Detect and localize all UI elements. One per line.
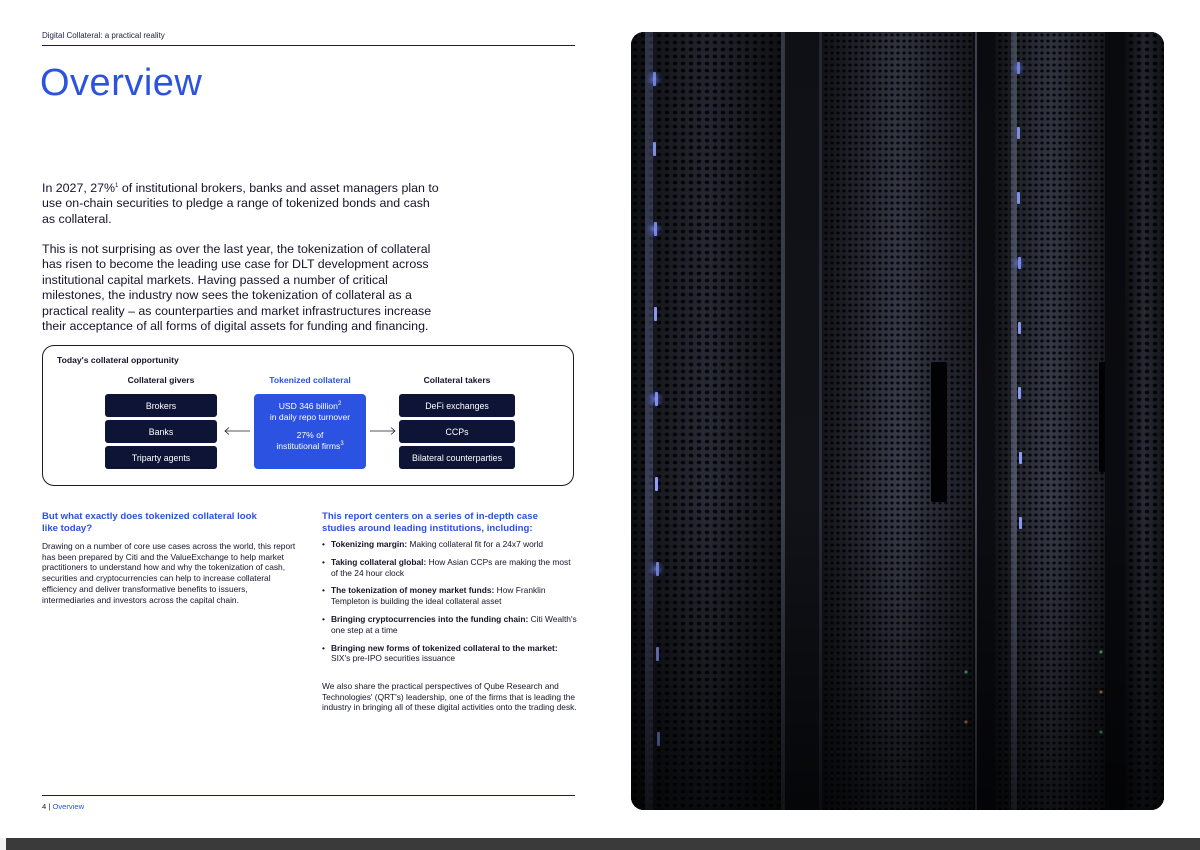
firms-label: institutional firms [276, 441, 341, 451]
giver-banks: Banks [105, 420, 217, 443]
intro-paragraph-1 [42, 181, 442, 227]
server-rack-photo [631, 32, 1164, 810]
intro-rest: of institutional brokers, banks and asset managers plan to use on-chain securities to pledge a range of tokenized bonds and cash as collateral. [42, 181, 439, 226]
footer-rule [42, 795, 575, 796]
giver-brokers: Brokers [105, 394, 217, 417]
question-heading: But what exactly does tokenized collateral look like today? [42, 511, 257, 534]
list-item: • Taking collateral global: How Asian CCPs are making the most of the 24 hour clock [322, 556, 571, 578]
takers-heading: Collateral takers [423, 375, 491, 385]
tokenized-collateral-box [254, 394, 366, 469]
footnote-ref-1: 1 [115, 182, 119, 189]
collateral-opportunity-diagram [42, 345, 574, 486]
list-item: • Tokenizing margin: Making collateral fit for a 24x7 world [322, 539, 544, 549]
repo-value: USD 346 billion [278, 401, 338, 411]
arrow-left-icon [223, 426, 251, 436]
intro-lead: In 2027, 27% [42, 181, 116, 195]
bullet-icon: • [322, 539, 325, 549]
arrow-right-icon [369, 426, 397, 436]
list-item: • Bringing cryptocurrencies into the funding chain: Citi Wealth's one step at a time [322, 613, 577, 635]
taker-ccps: CCPs [399, 420, 515, 443]
page-number: 4 [42, 802, 47, 811]
intro-paragraph-2: This is not surprising as over the last year, the tokenization of collateral has risen to become the leading use case for DLT development across institutional capital markets. Having passed a number of critical milestones, the industry now sees the tokenization of collateral as a practical reality – as counterparties and market infrastructures increase their acceptance of all forms of digital assets for funding and financing. [42, 242, 432, 334]
taker-bilateral-counterparties: Bilateral counterparties [399, 446, 515, 469]
running-head: Digital Collateral: a practical reality [42, 31, 165, 40]
bullet-icon: • [322, 613, 325, 624]
bullet-icon: • [322, 642, 325, 653]
page-title: Overview [40, 62, 203, 104]
viewer-bottom-bar [0, 838, 1200, 850]
taker-defi-exchanges: DeFi exchanges [399, 394, 515, 417]
bullet-icon: • [322, 585, 325, 596]
giver-triparty-agents: Triparty agents [105, 446, 217, 469]
report-heading: This report centers on a series of in-depth case studies around leading institutions, including: [322, 511, 538, 534]
firms-share: 27% of [296, 430, 324, 440]
header-rule [42, 45, 575, 46]
footnote-ref-2: 2 [337, 401, 342, 408]
givers-heading: Collateral givers [127, 375, 195, 385]
bullet-icon: • [322, 556, 325, 567]
tokenized-heading: Tokenized collateral [269, 375, 351, 385]
question-body: Drawing on a number of core use cases across the world, this report has been prepared by Citi and the ValueExchange to help market practitioners to understand how and why the tokenization of cash, securities and cryptocurrencies can help to increase collateral efficiency and deliver transformative benefits to issuers, intermediaries and investors across the capital chain. [42, 541, 296, 605]
server-rack-image [631, 32, 1164, 810]
closing-paragraph: We also share the practical perspectives of Qube Research and Technologies' (QRT's) leadership, one of the firms that is leading the industry in bringing all of these digital activities onto the trading desk. [322, 681, 577, 713]
footnote-ref-3: 3 [340, 441, 344, 448]
page-footer [42, 802, 84, 811]
footer-section: Overview [52, 802, 85, 811]
opportunity-title: Today's collateral opportunity [57, 355, 179, 365]
repo-turnover-label: in daily repo turnover [269, 412, 351, 422]
case-study-list [322, 539, 577, 671]
footer-separator: | [48, 802, 51, 811]
list-item: • The tokenization of money market funds: How Franklin Templeton is building the ideal collateral asset [322, 585, 546, 607]
list-item: • Bringing new forms of tokenized collateral to the market: SIX's pre-IPO securities issuance [322, 642, 558, 664]
